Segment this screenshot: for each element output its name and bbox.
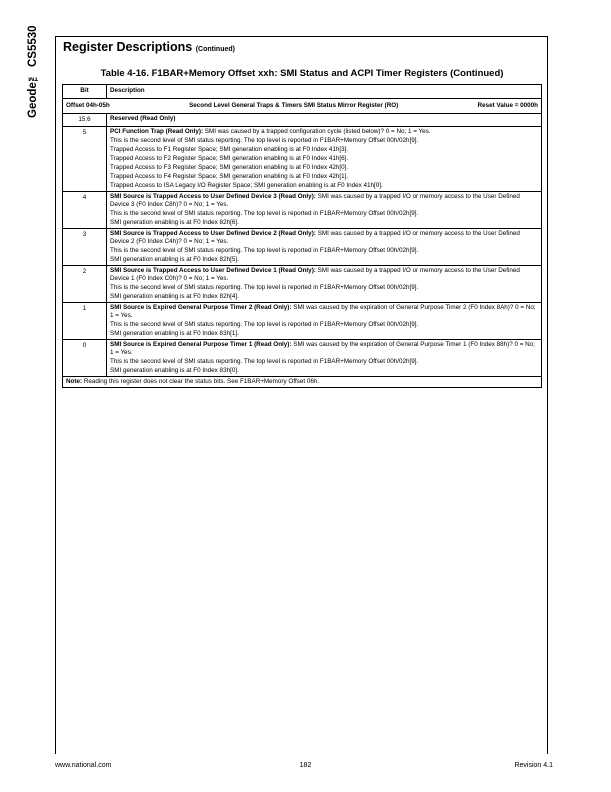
sidebar-title: Geode™ CS5530 xyxy=(27,25,39,118)
field-title: SMI Source is Trapped Access to User Defined Device 2 (Read Only): xyxy=(110,230,316,237)
field-summary-text: SMI was caused by a trapped I/O or memory access to the User Defined Device 1 (F0 Index C0h)? 0 = No; 1 = Yes. xyxy=(110,267,520,282)
field-summary-text: SMI was caused by the expiration of General Purpose Timer 2 (F0 Index 8Ah)? 0 = No; 1 = Yes. xyxy=(110,304,536,319)
description-line: Trapped Access to F1 Register Space; SMI generation enabling is at F0 Index 41h[3]. xyxy=(110,146,349,153)
description-line: This is the second level of SMI status reporting. The top level is reported in F1BAR+Memory Offset 00h/02h[9]. xyxy=(110,358,419,365)
field-title: SMI Source is Trapped Access to User Defined Device 3 (Read Only): xyxy=(110,193,316,200)
field-title: SMI Source is Expired General Purpose Timer 1 (Read Only): xyxy=(110,341,292,348)
field-summary-text: SMI was caused by a trapped configuration cycle (listed below)? 0 = No; 1 = Yes. xyxy=(203,128,431,135)
description-summary xyxy=(110,341,538,357)
field-title: Reserved (Read Only) xyxy=(110,115,176,122)
register-table xyxy=(62,84,542,388)
description-summary xyxy=(110,304,538,320)
bit-cell: 5 xyxy=(63,127,107,192)
description-line: SMI generation enabling is at F0 Index 82h[4]. xyxy=(110,293,239,300)
description-cell xyxy=(107,266,542,303)
description-line: Trapped Access to F3 Register Space; SMI generation enabling is at F0 Index 42h[0]. xyxy=(110,164,349,171)
description-line: This is the second level of SMI status reporting. The top level is reported in F1BAR+Memory Offset 00h/02h[9]. xyxy=(110,210,419,217)
table-body xyxy=(63,99,542,388)
table-row xyxy=(63,266,542,303)
note-label: Note: xyxy=(66,378,83,385)
description-line: This is the second level of SMI status reporting. The top level is reported in F1BAR+Memory Offset 00h/02h[9]. xyxy=(110,247,419,254)
description-cell xyxy=(107,340,542,377)
description-line: This is the second level of SMI status reporting. The top level is reported in F1BAR+Memory Offset 00h/02h[9]. xyxy=(110,137,419,144)
description-line: SMI generation enabling is at F0 Index 83h[1]. xyxy=(110,330,239,337)
description-cell xyxy=(107,229,542,266)
description-line: SMI generation enabling is at F0 Index 83h[0]. xyxy=(110,367,239,374)
description-line: Trapped Access to F4 Register Space; SMI generation enabling is at F0 Index 42h[1]. xyxy=(110,173,349,180)
description-summary xyxy=(110,267,538,283)
table-row xyxy=(63,127,542,192)
table-row xyxy=(63,114,542,127)
description-line: SMI generation enabling is at F0 Index 82h[5]. xyxy=(110,256,239,263)
table-row xyxy=(63,229,542,266)
register-offset: Offset 04h-05h xyxy=(66,102,110,109)
table-note-row xyxy=(63,377,542,388)
description-summary xyxy=(110,193,538,209)
register-reset-value: Reset Value = 0000h xyxy=(477,102,538,109)
description-line: SMI generation enabling is at F0 Index 82h[6]. xyxy=(110,219,239,226)
field-title: SMI Source is Trapped Access to User Defined Device 1 (Read Only): xyxy=(110,267,316,274)
field-title: SMI Source is Expired General Purpose Timer 2 (Read Only): xyxy=(110,304,292,311)
description-cell xyxy=(107,127,542,192)
description-summary xyxy=(110,128,538,136)
field-title: PCI Function Trap (Read Only): xyxy=(110,128,204,135)
description-cell xyxy=(107,303,542,340)
register-name: Second Level General Traps & Timers SMI Status Mirror Register (RO) xyxy=(189,102,399,109)
description-summary xyxy=(110,115,538,123)
description-line: This is the second level of SMI status reporting. The top level is reported in F1BAR+Memory Offset 00h/02h[9]. xyxy=(110,284,419,291)
section-heading-suffix: (Continued) xyxy=(195,46,235,53)
description-line: This is the second level of SMI status reporting. The top level is reported in F1BAR+Memory Offset 00h/02h[9]. xyxy=(110,321,419,328)
description-column-header: Description xyxy=(107,85,542,99)
bit-cell: 3 xyxy=(63,229,107,266)
description-cell xyxy=(107,114,542,127)
bit-cell: 1 xyxy=(63,303,107,340)
footer-page-number: 182 xyxy=(299,762,312,769)
field-summary-text: SMI was caused by the expiration of General Purpose Timer 1 (F0 Index 88h)? 0 = No; 1 = Yes. xyxy=(110,341,535,356)
bit-cell: 0 xyxy=(63,340,107,377)
table-caption: Table 4-16. F1BAR+Memory Offset xxh: SMI Status and ACPI Timer Registers (Continued) xyxy=(100,68,504,79)
section-heading-text: Register Descriptions xyxy=(63,40,193,54)
bit-cell: 4 xyxy=(63,192,107,229)
bit-cell: 2 xyxy=(63,266,107,303)
field-summary-text: SMI was caused by a trapped I/O or memory access to the User Defined Device 2 (F0 Index C4h)? 0 = No; 1 = Yes. xyxy=(110,230,520,245)
description-cell xyxy=(107,192,542,229)
note-text: Reading this register does not clear the status bits. See F1BAR+Memory Offset 06h. xyxy=(82,378,320,385)
field-summary-text: SMI was caused by a trapped I/O or memory access to the User Defined Device 3 (F0 Index C8h)? 0 = No; 1 = Yes. xyxy=(110,193,520,208)
section-heading xyxy=(63,40,235,54)
footer-revision: Revision 4.1 xyxy=(514,762,553,769)
table-row xyxy=(63,192,542,229)
footer-website: www.national.com xyxy=(55,762,112,769)
description-line: Trapped Access to ISA Legacy I/O Register Space; SMI generation enabling is at F0 Index 41h[0]. xyxy=(110,182,383,189)
bit-cell: 15:6 xyxy=(63,114,107,127)
description-summary xyxy=(110,230,538,246)
table-row xyxy=(63,340,542,377)
table-row xyxy=(63,303,542,340)
bit-column-header: Bit xyxy=(63,85,107,99)
table-header-row xyxy=(63,85,542,99)
offset-row xyxy=(63,99,542,114)
description-line: Trapped Access to F2 Register Space; SMI generation enabling is at F0 Index 41h[6]. xyxy=(110,155,349,162)
